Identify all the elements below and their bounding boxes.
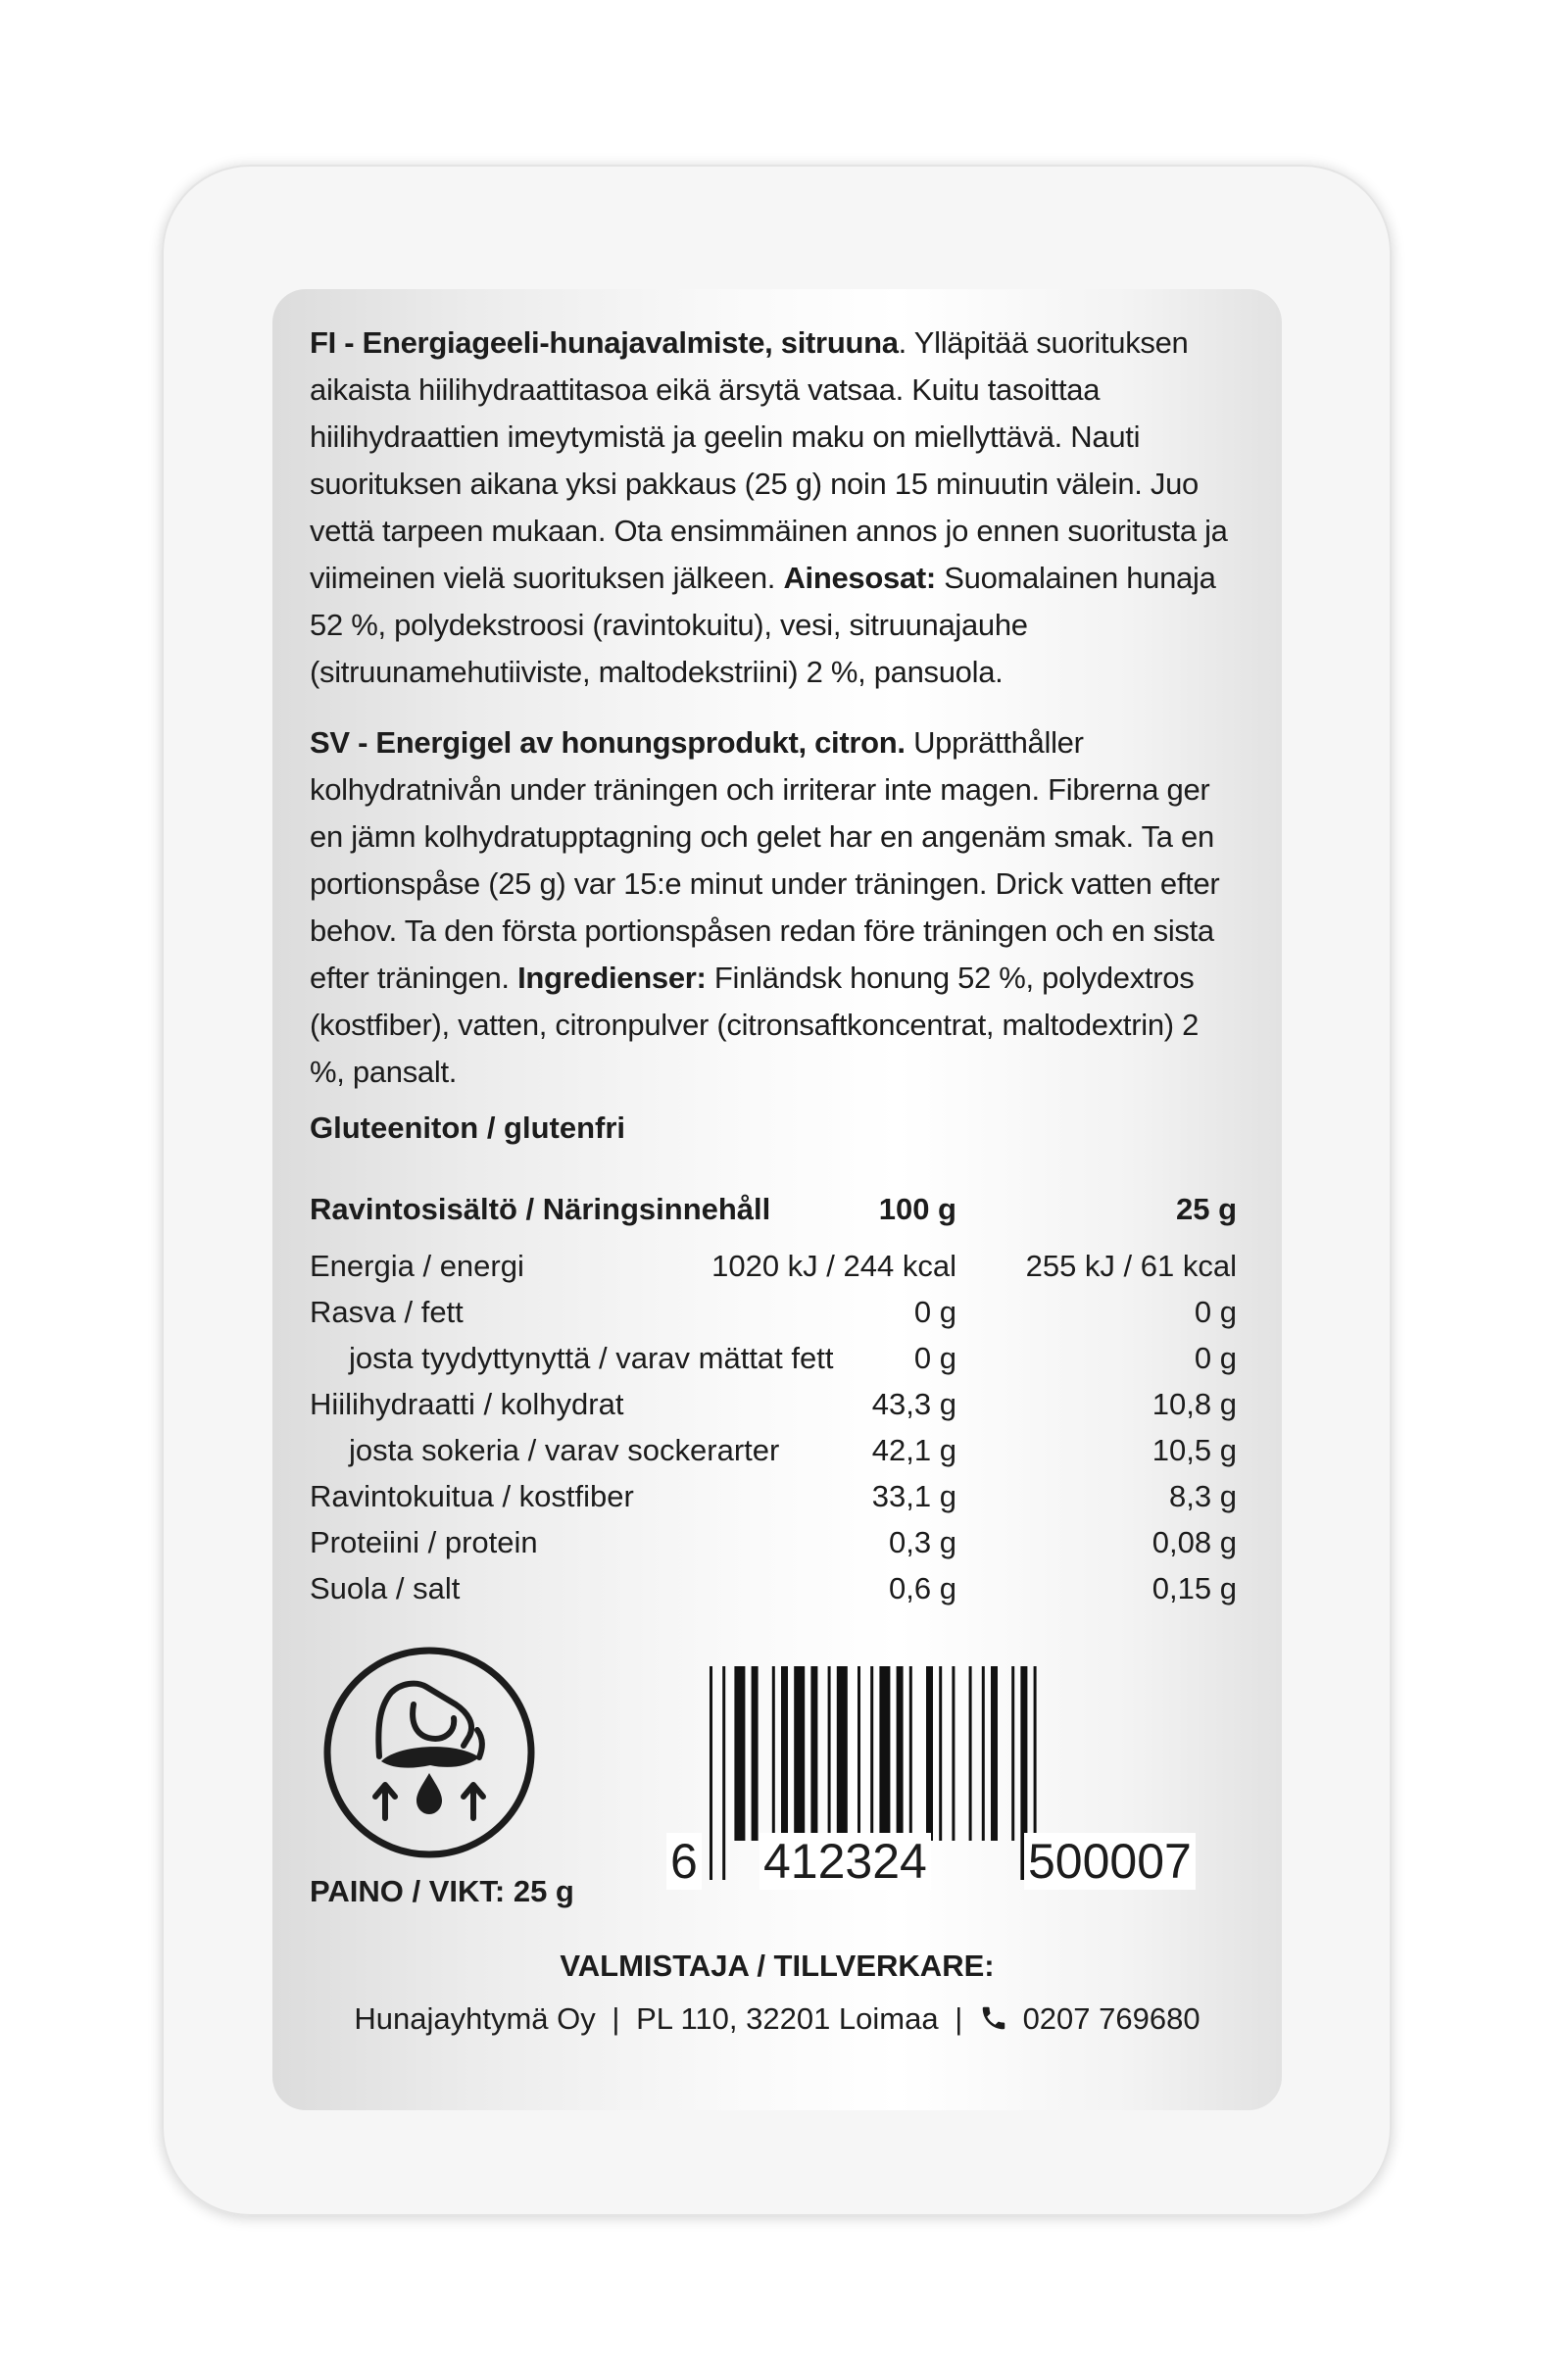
nutrition-row-sugars — [310, 1427, 1241, 1474]
barcode-bar — [794, 1666, 805, 1841]
barcode-bar — [858, 1666, 860, 1841]
barcode-bar — [828, 1666, 831, 1841]
nutrient-per100: 0,3 g — [889, 1525, 956, 1559]
nutrition-row-carbohydrate — [310, 1381, 1241, 1428]
fi-title: FI - Energiageeli-hunajavalmiste, sitruuna — [310, 325, 899, 360]
manufacturer-title: VALMISTAJA / TILLVERKARE: — [560, 1949, 995, 1983]
barcode-bar — [969, 1666, 972, 1841]
nutrient-per100: 42,1 g — [871, 1433, 956, 1467]
nutrient-per25: 0 g — [1194, 1341, 1237, 1375]
barcode-bar — [897, 1666, 904, 1841]
nutrient-label: Hiilihydraatti / kolhydrat — [310, 1387, 624, 1421]
nutrition-row-energy — [310, 1243, 1241, 1290]
sv-ingredients-label: Ingredienser: — [517, 961, 707, 995]
barcode-bar — [781, 1666, 788, 1841]
nutrition-row-salt — [310, 1565, 1241, 1612]
nutrition-row-fibre — [310, 1473, 1241, 1520]
barcode-bar — [772, 1666, 775, 1841]
nutrient-label: Proteiini / protein — [310, 1525, 538, 1559]
squeeze-drop-icon — [320, 1644, 538, 1861]
barcode-bar — [1011, 1666, 1014, 1841]
nutrition-header-per25: 25 g — [1175, 1192, 1237, 1226]
nutrient-per100: 1020 kJ / 244 kcal — [711, 1249, 956, 1283]
barcode-digits-right: 500007 — [1024, 1833, 1196, 1890]
manufacturer-company: Hunajayhtymä Oy — [354, 2001, 596, 2036]
nutrient-label: Ravintokuitua / kostfiber — [310, 1479, 634, 1513]
nutrient-per25: 0 g — [1194, 1295, 1237, 1329]
nutrition-header — [310, 1186, 1241, 1233]
barcode-digits-left: 412324 — [760, 1833, 931, 1890]
barcode-bar — [752, 1666, 759, 1841]
separator: | — [955, 2001, 963, 2036]
barcode-bar — [810, 1666, 817, 1841]
manufacturer-address: PL 110, 32201 Loimaa — [636, 2001, 939, 2036]
barcode-bar — [952, 1666, 955, 1841]
nutrient-per100: 0,6 g — [889, 1571, 956, 1605]
nutrient-per25: 10,5 g — [1152, 1433, 1237, 1467]
swedish-description — [310, 719, 1241, 1096]
barcode-bar — [982, 1666, 985, 1841]
nutrition-row-fat — [310, 1289, 1241, 1336]
sv-intro: Upprätthåller kolhydratnivån under träningen och irriterar inte magen. Fibrerna ger en jämn kolhydratupptagning och gelet har en angenäm smak. Ta en portionspåse (25 g) var 15:e minut under träningen. Drick vatten efter behov. Ta den första portionspåsen redan före träningen och en sista efter träningen. — [310, 725, 1220, 995]
barcode-bar — [939, 1666, 942, 1841]
nutrition-header-label: Ravintosisältö / Näringsinnehåll — [310, 1192, 771, 1226]
nutrient-per25: 0,08 g — [1152, 1525, 1237, 1559]
fi-ingredients-label: Ainesosat: — [783, 561, 936, 595]
sv-title: SV - Energigel av honungsprodukt, citron. — [310, 725, 906, 760]
nutrient-per25: 10,8 g — [1152, 1387, 1237, 1421]
nutrient-label: Energia / energi — [310, 1249, 524, 1283]
manufacturer-phone: 0207 769680 — [1022, 2001, 1200, 2036]
gluten-free-label: Gluteeniton / glutenfri — [310, 1110, 626, 1145]
nutrient-per100: 0 g — [913, 1341, 956, 1375]
nutrient-label: Rasva / fett — [310, 1295, 464, 1329]
barcode-digits — [666, 1825, 1245, 1889]
fi-intro: . Ylläpitää suorituksen aikaista hiilihydraattitasoa eikä ärsytä vatsaa. Kuitu tasoittaa hiilihydraattien imeytymistä ja geelin maku on miellyttävä. Nauti suorituksen aikana yksi pakkaus (25 g) noin 15 minuutin välein. Juo vettä tarpeen mukaan. Ota ensimmäinen annos jo ennen suoritusta ja viimeinen vielä suorituksen jälkeen. — [310, 325, 1228, 595]
barcode-bar — [837, 1666, 848, 1841]
nutrient-per25: 0,15 g — [1152, 1571, 1237, 1605]
nutrient-per100: 0 g — [913, 1295, 956, 1329]
phone-icon — [979, 2003, 1008, 2033]
sv-ingredients: Finländsk honung 52 %, polydextros (kostfiber), vatten, citronpulver (citronsaftkoncentrat, maltodextrin) 2 %, pansalt. — [310, 961, 1200, 1089]
barcode-bar — [991, 1666, 998, 1841]
barcode-digit-first: 6 — [666, 1833, 702, 1890]
nutrient-per100: 43,3 g — [871, 1387, 956, 1421]
nutrient-label: Suola / salt — [310, 1571, 461, 1605]
manufacturer-contact — [272, 2001, 1282, 2037]
nutrient-per25: 255 kJ / 61 kcal — [1025, 1249, 1237, 1283]
net-weight: PAINO / VIKT: 25 g — [310, 1874, 574, 1908]
nutrition-row-protein — [310, 1519, 1241, 1566]
separator: | — [612, 2001, 620, 2036]
nutrient-per25: 8,3 g — [1169, 1479, 1237, 1513]
fi-ingredients: Suomalainen hunaja 52 %, polydekstroosi (ravintokuitu), vesi, sitruunajauhe (sitruunamehutiiviste, maltodekstriini) 2 %, pansuola. — [310, 561, 1216, 689]
barcode-bar — [909, 1666, 912, 1841]
barcode-bar — [926, 1666, 933, 1841]
nutrition-row-saturated-fat — [310, 1335, 1241, 1382]
finnish-description — [310, 320, 1241, 696]
nutrient-per100: 33,1 g — [871, 1479, 956, 1513]
nutrient-label: josta sokeria / varav sockerarter — [349, 1433, 780, 1467]
barcode-bar — [734, 1666, 745, 1841]
nutrition-header-per100: 100 g — [878, 1192, 956, 1226]
nutrient-label: josta tyydyttynyttä / varav mättat fett — [349, 1341, 834, 1375]
